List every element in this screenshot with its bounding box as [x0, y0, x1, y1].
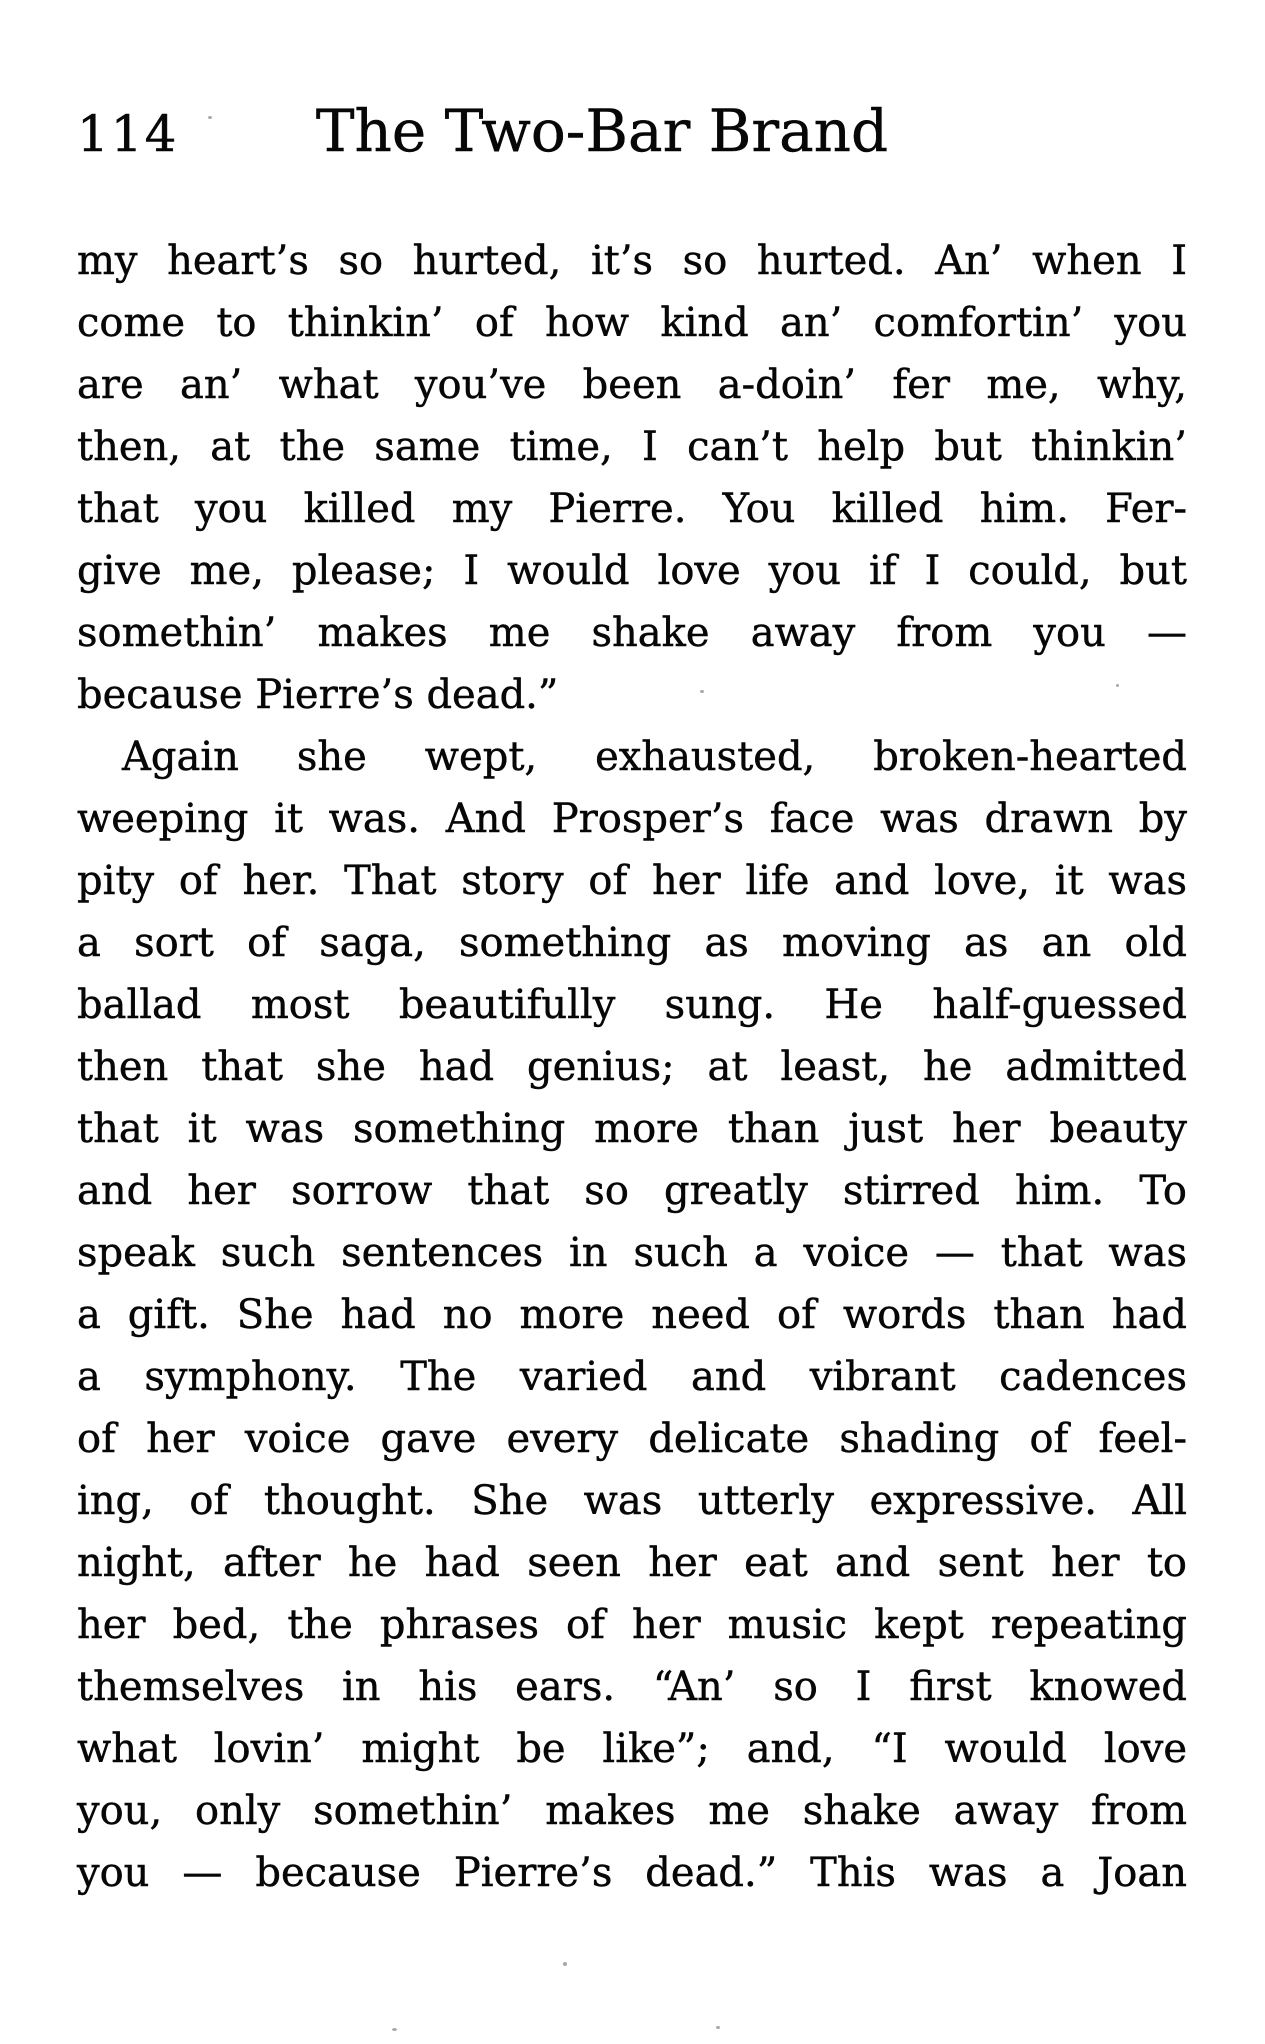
- text-line: speak such sentences in such a voice — that was: [77, 1229, 1187, 1276]
- scan-speck: [1116, 684, 1119, 687]
- text-line: weeping it was. And Prosper’s face was drawn by: [77, 795, 1187, 842]
- text-line: a symphony. The varied and vibrant cadences: [77, 1353, 1187, 1400]
- text-line: her bed, the phrases of her music kept repeating: [77, 1601, 1187, 1648]
- text-line: somethin’ makes me shake away from you —: [77, 609, 1187, 656]
- text-line: are an’ what you’ve been a-doin’ fer me, why,: [77, 361, 1187, 408]
- text-line: Again she wept, exhausted, broken-hearted: [122, 733, 1187, 780]
- scan-speck: [700, 690, 704, 693]
- scan-speck: [392, 2028, 397, 2031]
- text-line: then that she had genius; at least, he admitted: [77, 1043, 1187, 1090]
- text-line: that it was something more than just her beauty: [77, 1105, 1187, 1152]
- text-line: ballad most beautifully sung. He half-guessed: [77, 981, 1187, 1028]
- page-body: [77, 230, 1187, 1904]
- text-line: a sort of saga, something as moving as an old: [77, 919, 1187, 966]
- text-line: you — because Pierre’s dead.” This was a Joan: [77, 1849, 1187, 1896]
- text-line: ing, of thought. She was utterly expressive. All: [77, 1477, 1187, 1524]
- text-line: themselves in his ears. “An’ so I first knowed: [77, 1663, 1187, 1710]
- text-line: pity of her. That story of her life and love, it was: [77, 857, 1187, 904]
- text-line: and her sorrow that so greatly stirred him. To: [77, 1167, 1187, 1214]
- text-line: of her voice gave every delicate shading of feel-: [77, 1415, 1187, 1462]
- scan-speck: [208, 116, 212, 119]
- page-header: [77, 97, 1187, 165]
- page-number: 114: [77, 105, 179, 163]
- text-line: what lovin’ might be like”; and, “I would love: [77, 1725, 1187, 1772]
- text-line: you, only somethin’ makes me shake away from: [77, 1787, 1187, 1834]
- running-title: The Two-Bar Brand: [315, 97, 889, 165]
- scan-speck: [716, 2026, 720, 2029]
- text-line: a gift. She had no more need of words than had: [77, 1291, 1187, 1338]
- text-line: that you killed my Pierre. You killed him. Fer-: [77, 485, 1187, 532]
- text-line: give me, please; I would love you if I could, but: [77, 547, 1187, 594]
- text-line: then, at the same time, I can’t help but thinkin’: [77, 423, 1187, 470]
- text-line: night, after he had seen her eat and sent her to: [77, 1539, 1187, 1586]
- text-line: my heart’s so hurted, it’s so hurted. An’ when I: [77, 237, 1187, 284]
- text-line: because Pierre’s dead.”: [77, 671, 559, 718]
- text-line: come to thinkin’ of how kind an’ comfortin’ you: [77, 299, 1187, 346]
- scan-speck: [563, 1962, 567, 1966]
